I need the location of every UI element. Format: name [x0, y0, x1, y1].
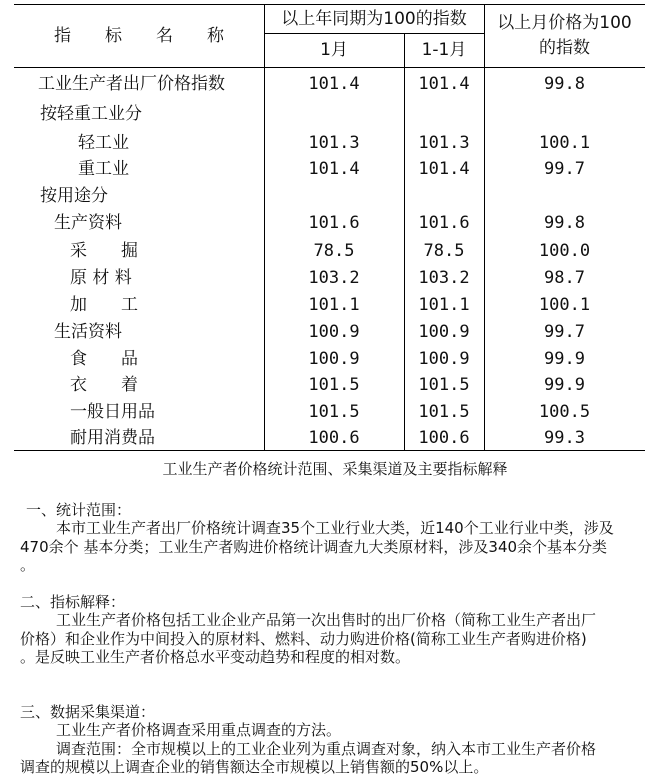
row-mom-value: 100.0 — [538, 241, 591, 261]
row-month-value: 100.9 — [308, 322, 360, 342]
header-bottom-border — [14, 67, 645, 68]
section-2-heading: 二、指标解释： — [20, 592, 126, 611]
row-ytd-value: 78.5 — [423, 241, 465, 261]
row-ytd-value: 101.3 — [418, 133, 470, 153]
table-bottom-border — [14, 450, 645, 451]
row-mom-value: 99.9 — [544, 375, 585, 395]
row-month-value: 101.5 — [308, 402, 360, 422]
row-ytd-value: 101.4 — [418, 159, 470, 179]
row-mom-value: 99.9 — [544, 349, 585, 369]
section-1-line-2: 470余个 基本分类；工业生产者购进价格统计调查九大类原材料，涉及340余个基本分类 — [20, 537, 608, 556]
row-name: 加 工 — [70, 295, 138, 315]
row-name: 工业生产者出厂价格指数 — [38, 74, 225, 94]
row-mom-value: 98.7 — [544, 268, 585, 288]
notes-title: 工业生产者价格统计范围、采集渠道及主要指标解释 — [162, 460, 508, 478]
header-subdivider — [264, 33, 484, 34]
row-mom-value: 99.8 — [544, 213, 585, 233]
row-name: 一般日用品 — [70, 402, 155, 422]
row-name: 按用途分 — [40, 186, 108, 206]
row-ytd-value: 100.9 — [418, 349, 470, 369]
section-3-line-1: 工业生产者价格调查采用重点调查的方法。 — [56, 721, 342, 739]
header-indicator-name: 指 标 名 称 — [54, 26, 224, 46]
row-ytd-value: 100.6 — [418, 428, 470, 448]
row-month-value: 101.6 — [308, 213, 360, 233]
row-mom-value: 100.1 — [538, 133, 591, 153]
row-name: 按轻重工业分 — [40, 104, 142, 124]
row-name: 轻工业 — [78, 133, 129, 153]
row-ytd-value: 103.2 — [418, 268, 470, 288]
row-month-value: 101.5 — [308, 375, 360, 395]
row-month-value: 101.4 — [308, 74, 360, 94]
row-month-value: 101.1 — [308, 295, 360, 315]
section-3-line-3: 调查的规模以上调查企业的销售额达全市规模以上销售额的50%以上。 — [20, 758, 489, 776]
row-mom-value: 99.7 — [544, 159, 585, 179]
row-month-value: 100.9 — [308, 349, 360, 369]
header-mom-group-line1: 以上月价格为100 — [497, 13, 632, 33]
row-name: 重工业 — [78, 159, 129, 179]
header-yoy-group: 以上年同期为100的指数 — [281, 9, 467, 29]
row-name: 衣 着 — [70, 375, 138, 395]
section-2-line-3: 。是反映工业生产者价格总水平变动趋势和程度的相对数。 — [20, 648, 411, 666]
row-name: 原 材 料 — [70, 268, 132, 288]
row-month-value: 101.4 — [308, 159, 360, 179]
row-mom-value: 100.1 — [538, 295, 591, 315]
row-month-value: 78.5 — [313, 241, 355, 261]
section-1-heading: 一、统计范围： — [26, 500, 132, 519]
section-1-line-3: 。 — [20, 556, 36, 574]
section-3-heading: 三、数据采集渠道： — [20, 702, 156, 721]
row-name: 生活资料 — [54, 322, 122, 342]
row-name: 食 品 — [70, 349, 138, 369]
row-ytd-value: 101.5 — [418, 375, 470, 395]
table-top-border — [14, 4, 645, 5]
section-3-line-2: 调查范围：全市规模以上的工业企业列为重点调查对象，纳入本市工业生产者价格 — [56, 739, 597, 758]
row-ytd-value: 100.9 — [418, 322, 470, 342]
row-mom-value: 100.5 — [538, 402, 591, 422]
header-mom-group-line2: 的指数 — [539, 38, 590, 58]
row-ytd-value: 101.5 — [418, 402, 470, 422]
row-month-value: 103.2 — [308, 268, 360, 288]
row-ytd-value: 101.4 — [418, 74, 470, 94]
section-2-line-2: 价格）和企业作为中间投入的原材料、燃料、动力购进价格(简称工业生产者购进价格) — [20, 629, 587, 648]
row-mom-value: 99.7 — [544, 322, 585, 342]
row-ytd-value: 101.6 — [418, 213, 470, 233]
header-col-ytd: 1-1月 — [421, 40, 467, 60]
row-month-value: 101.3 — [308, 133, 360, 153]
row-name: 生产资料 — [54, 213, 122, 233]
row-name: 耐用消费品 — [70, 428, 155, 448]
section-1-line-1: 本市工业生产者出厂价格统计调查35个工业行业大类，近140个工业行业中类，涉及 — [56, 519, 614, 537]
row-mom-value: 99.8 — [544, 74, 585, 94]
header-col-month: 1月 — [320, 40, 348, 60]
row-ytd-value: 101.1 — [418, 295, 470, 315]
row-mom-value: 99.3 — [544, 428, 585, 448]
price-index-table — [14, 0, 645, 451]
row-month-value: 100.6 — [308, 428, 360, 448]
notes-section — [20, 460, 640, 777]
section-2-line-1: 工业生产者价格包括工业企业产品第一次出售时的出厂价格（简称工业生产者出厂 — [56, 611, 597, 629]
row-name: 采 掘 — [70, 241, 138, 261]
